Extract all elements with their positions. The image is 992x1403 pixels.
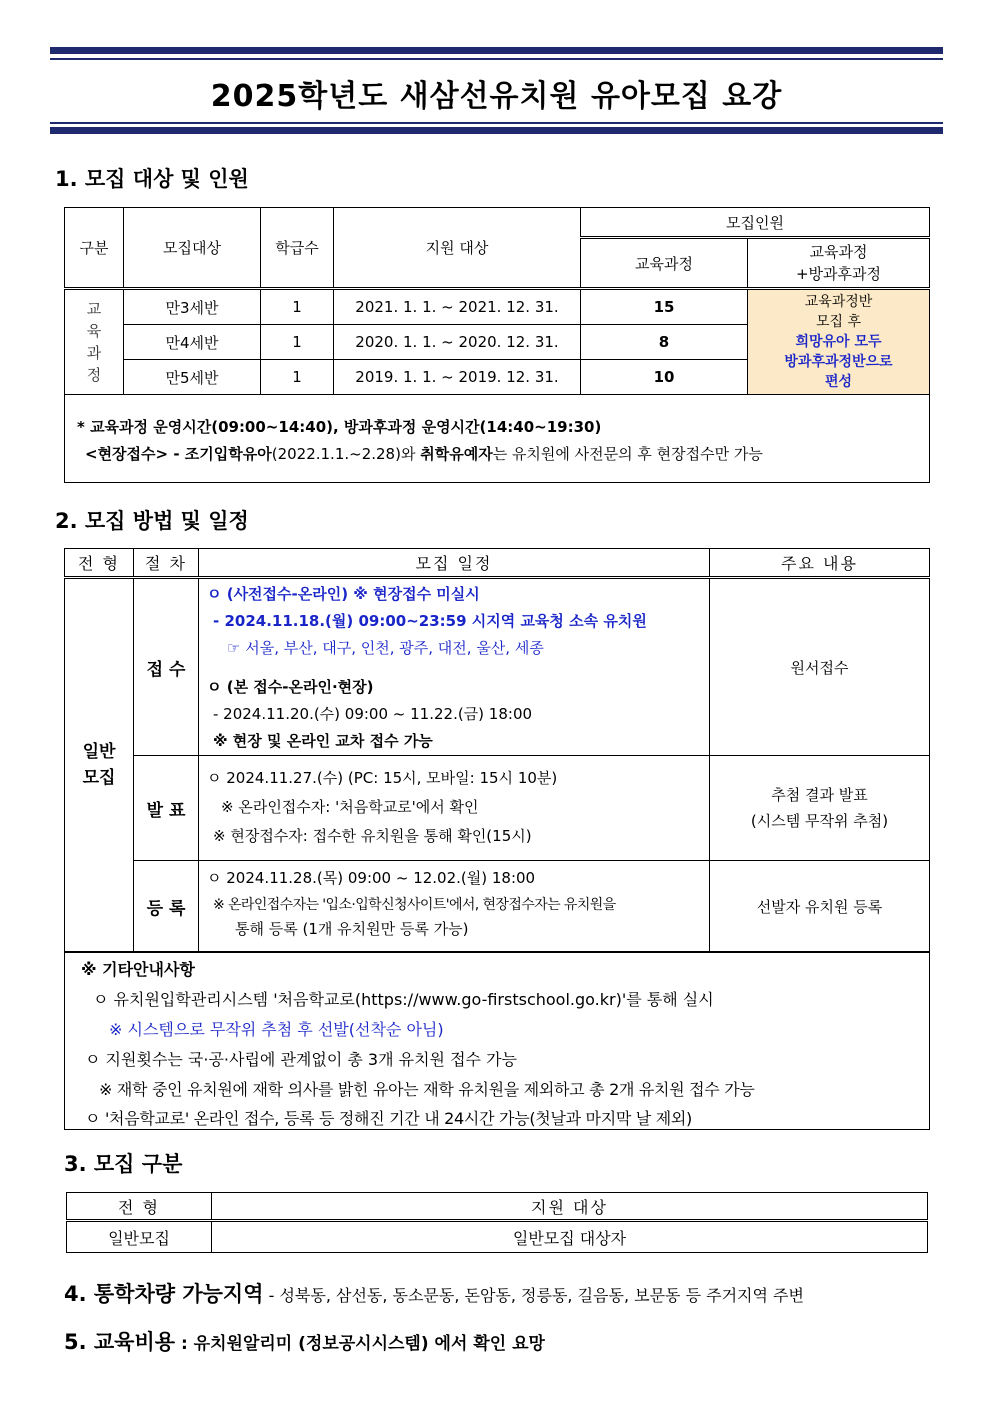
etc-title: ※ 기타안내사항 bbox=[81, 960, 195, 979]
row2-target: 만4세반 bbox=[124, 325, 261, 360]
th-schedule: 모집 일정 bbox=[199, 549, 710, 578]
note-onsite-c: 와 bbox=[400, 445, 421, 463]
note-onsite bbox=[85, 443, 763, 464]
category-type: 일반모집 bbox=[67, 1221, 212, 1253]
row3-target: 만5세반 bbox=[124, 360, 261, 395]
th-gubun: 구분 bbox=[65, 208, 124, 289]
etc-line-3: ㅇ 지원횟수는 국·공·사립에 관계없이 총 3개 유치원 접수 가능 bbox=[85, 1050, 517, 1069]
note-onsite-d: 취학유예자 bbox=[420, 445, 493, 463]
th-cap-edu: 교육과정 bbox=[581, 238, 748, 289]
type-general: 일반 모집 bbox=[65, 578, 134, 952]
announce-content bbox=[710, 756, 930, 861]
apply-line-6: ※ 현장 및 온라인 교차 접수 가능 bbox=[213, 732, 433, 750]
apply-line-2: - 2024.11.18.(월) 09:00~23:59 시지역 교육청 소속 유치원 bbox=[213, 612, 647, 630]
apply-line-3-text: ☞ 서울, 부산, 대구, 인천, 광주, 대전, 울산, 세종 bbox=[227, 639, 544, 657]
bottom-rule bbox=[50, 127, 943, 134]
th-target: 모집대상 bbox=[124, 208, 261, 289]
row3-eligible: 2019. 1. 1. ~ 2019. 12. 31. bbox=[334, 360, 581, 395]
after-school-note bbox=[748, 289, 930, 395]
category-table bbox=[66, 1192, 928, 1253]
announce-content-2: (시스템 무작위 추첨) bbox=[750, 812, 889, 830]
note-onsite-a: <현장접수> - 조기입학유아 bbox=[85, 445, 272, 463]
row1-classes: 1 bbox=[261, 289, 334, 325]
register-line-3: 통해 등록 (1개 유치원만 등록 가능) bbox=[235, 920, 469, 938]
category-eligible: 일반모집 대상자 bbox=[212, 1221, 928, 1253]
row1-target: 만3세반 bbox=[124, 289, 261, 325]
th-step: 절 차 bbox=[134, 549, 199, 578]
section4-heading: 4. 통학차량 가능지역 bbox=[64, 1282, 264, 1306]
announce-line-2: ※ 온라인접수자: '처음학교로'에서 확인 bbox=[221, 798, 479, 816]
etc-line-2: ※ 시스템으로 무작위 추첨 후 선발(선착순 아님) bbox=[109, 1020, 444, 1039]
announce-line-3: ※ 현장접수자: 접수한 유치원을 통해 확인(15시) bbox=[213, 827, 532, 845]
row-group-text: 교육과정 bbox=[86, 300, 102, 384]
announce-schedule bbox=[199, 756, 710, 861]
apply-line-4: ㅇ (본 접수-온라인·현장) bbox=[207, 678, 374, 696]
section5-heading: 5. 교육비용 bbox=[64, 1330, 176, 1354]
row2-count: 8 bbox=[581, 325, 748, 360]
after-note-1: 교육과정반 bbox=[804, 294, 873, 310]
register-line-2: ※ 온라인접수자는 '입소·입학신청사이트'에서, 현장접수자는 유치원을 bbox=[213, 897, 616, 913]
apply-line-3 bbox=[207, 635, 701, 662]
register-schedule bbox=[199, 861, 710, 952]
announce-line-1: ㅇ 2024.11.27.(수) (PC: 15시, 모바일: 15시 10분) bbox=[207, 769, 558, 787]
section4-text: - 성북동, 삼선동, 동소문동, 돈암동, 정릉동, 길음동, 보문동 등 주거지역 주변 bbox=[263, 1286, 804, 1305]
section3-heading: 3. 모집 구분 bbox=[64, 1152, 183, 1176]
after-note-5: 편성 bbox=[824, 374, 853, 390]
note-hours: * 교육과정 운영시간(09:00~14:40), 방과후과정 운영시간(14:40~19:30) bbox=[77, 418, 602, 436]
bottom-rule-thin bbox=[50, 122, 943, 124]
after-note-3: 희망유아 모두 bbox=[795, 334, 882, 350]
section4 bbox=[64, 1278, 804, 1308]
register-line-1: ㅇ 2024.11.28.(목) 09:00 ~ 12.02.(월) 18:00 bbox=[207, 869, 536, 887]
schedule-table bbox=[64, 548, 930, 952]
after-note-2: 모집 후 bbox=[815, 314, 862, 330]
document-title: 2025학년도 새삼선유치원 유아모집 요강 bbox=[210, 79, 783, 114]
register-content: 선발자 유치원 등록 bbox=[710, 861, 930, 952]
apply-schedule bbox=[199, 578, 710, 756]
section5 bbox=[64, 1326, 545, 1356]
step-register: 등 록 bbox=[134, 861, 199, 952]
section1-heading: 1. 모집 대상 및 인원 bbox=[55, 167, 249, 191]
etc-line-5: ㅇ '처음학교로' 온라인 접수, 등록 등 정해진 기간 내 24시간 가능(첫날과 마지막 날 제외) bbox=[85, 1109, 692, 1128]
apply-line-5: - 2024.11.20.(수) 09:00 ~ 11.22.(금) 18:00 bbox=[213, 705, 533, 723]
th-eligible: 지원 대상 bbox=[334, 208, 581, 289]
section5-text: : 유치원알리미 (정보공시시스템) 에서 확인 요망 bbox=[175, 1334, 545, 1354]
th-type: 전 형 bbox=[65, 549, 134, 578]
row2-classes: 1 bbox=[261, 325, 334, 360]
row2-eligible: 2020. 1. 1. ~ 2020. 12. 31. bbox=[334, 325, 581, 360]
note-onsite-b: (2022.1.1.~2.28) bbox=[271, 445, 401, 463]
th-classes: 학급수 bbox=[261, 208, 334, 289]
row1-eligible: 2021. 1. 1. ~ 2021. 12. 31. bbox=[334, 289, 581, 325]
row3-classes: 1 bbox=[261, 360, 334, 395]
step-apply: 접 수 bbox=[134, 578, 199, 756]
top-rule-thin bbox=[50, 58, 943, 60]
section1-notes bbox=[64, 393, 930, 483]
th-category-eligible: 지원 대상 bbox=[212, 1193, 928, 1221]
etc-line-4: ※ 재학 중인 유치원에 재학 의사를 밝힌 유아는 재학 유치원을 제외하고 총 2개 유치원 접수 가능 bbox=[99, 1080, 755, 1099]
th-content: 주요 내용 bbox=[710, 549, 930, 578]
th-category-type: 전 형 bbox=[67, 1193, 212, 1221]
th-capacity: 모집인원 bbox=[581, 208, 930, 238]
th-cap-edu-after: 교육과정 +방과후과정 bbox=[748, 238, 930, 289]
other-info-box bbox=[64, 952, 930, 1130]
etc-line-1: ㅇ 유치원입학관리시스템 '처음학교로(https://www.go-firstschool.go.kr)'를 통해 실시 bbox=[93, 990, 714, 1009]
note-onsite-e: 는 유치원에 사전문의 후 현장접수만 가능 bbox=[492, 445, 763, 463]
announce-content-1: 추첨 결과 발표 bbox=[771, 786, 868, 804]
after-note-4: 방과후과정반으로 bbox=[784, 354, 893, 370]
step-announce: 발 표 bbox=[134, 756, 199, 861]
row3-count: 10 bbox=[581, 360, 748, 395]
top-rule bbox=[50, 47, 943, 54]
row-group-label bbox=[65, 289, 124, 395]
apply-content: 원서접수 bbox=[710, 578, 930, 756]
apply-line-1: ㅇ (사전접수-온라인) ※ 현장접수 미실시 bbox=[207, 585, 480, 603]
row1-count: 15 bbox=[581, 289, 748, 325]
recruitment-table bbox=[64, 207, 930, 395]
section2-heading: 2. 모집 방법 및 일정 bbox=[55, 509, 249, 533]
